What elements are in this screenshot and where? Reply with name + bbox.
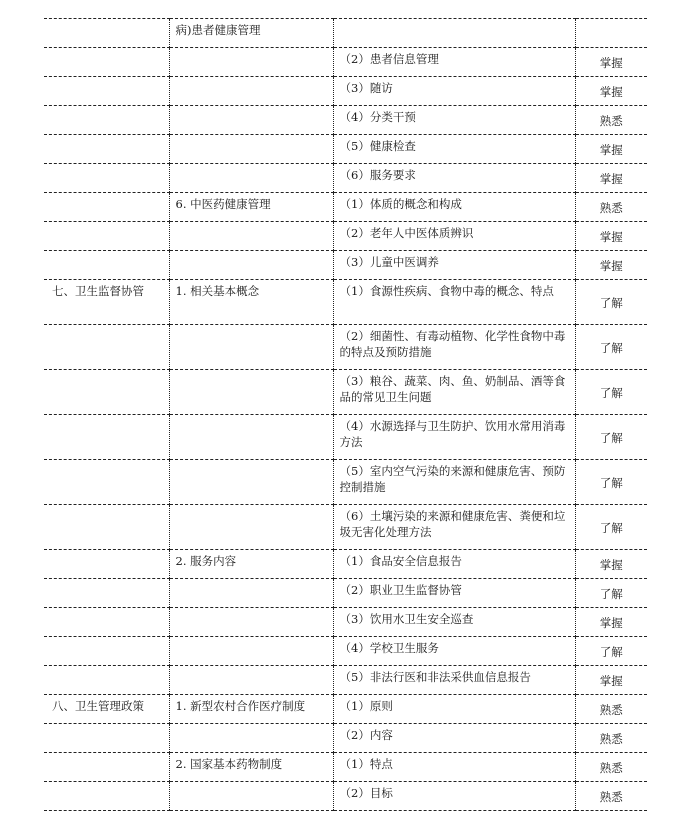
unit-cell <box>44 251 169 280</box>
unit-cell <box>44 753 169 782</box>
table-row <box>44 579 647 608</box>
table-row <box>44 164 647 193</box>
table-row <box>44 782 647 811</box>
topic-cell <box>169 164 333 193</box>
topic-cell <box>169 579 333 608</box>
topic-cell: 1. 新型农村合作医疗制度 <box>169 695 333 724</box>
item-cell: （1）原则 <box>333 695 575 724</box>
unit-cell <box>44 460 169 505</box>
requirement-cell: 掌握 <box>575 251 647 280</box>
item-cell: （5）室内空气污染的来源和健康危害、预防控制措施 <box>333 460 575 505</box>
requirement-cell: 熟悉 <box>575 782 647 811</box>
table-row <box>44 637 647 666</box>
unit-cell <box>44 19 169 48</box>
unit-cell <box>44 193 169 222</box>
table-row <box>44 106 647 135</box>
requirement-cell: 熟悉 <box>575 753 647 782</box>
item-cell: （6）服务要求 <box>333 164 575 193</box>
item-cell: （2）患者信息管理 <box>333 48 575 77</box>
unit-cell <box>44 106 169 135</box>
topic-cell <box>169 666 333 695</box>
topic-cell <box>169 782 333 811</box>
table-row <box>44 753 647 782</box>
item-cell: （2）目标 <box>333 782 575 811</box>
item-cell: （5）非法行医和非法采供血信息报告 <box>333 666 575 695</box>
item-cell: （5）健康检查 <box>333 135 575 164</box>
topic-cell <box>169 48 333 77</box>
unit-cell <box>44 666 169 695</box>
unit-cell <box>44 325 169 370</box>
requirement-cell: 掌握 <box>575 222 647 251</box>
requirement-cell: 掌握 <box>575 135 647 164</box>
table-row <box>44 222 647 251</box>
table-row <box>44 724 647 753</box>
requirement-cell: 掌握 <box>575 77 647 106</box>
requirement-cell <box>575 19 647 48</box>
item-cell: （3）随访 <box>333 77 575 106</box>
topic-cell <box>169 724 333 753</box>
unit-cell <box>44 724 169 753</box>
table-row <box>44 608 647 637</box>
unit-cell <box>44 222 169 251</box>
topic-cell <box>169 415 333 460</box>
table-row <box>44 325 647 370</box>
requirement-cell: 熟悉 <box>575 193 647 222</box>
table-row <box>44 550 647 579</box>
table-row <box>44 135 647 164</box>
unit-cell <box>44 415 169 460</box>
requirement-cell: 了解 <box>575 415 647 460</box>
item-cell: （3）粮谷、蔬菜、肉、鱼、奶制品、酒等食品的常见卫生问题 <box>333 370 575 415</box>
table-row <box>44 666 647 695</box>
requirement-cell: 熟悉 <box>575 724 647 753</box>
table-row <box>44 460 647 505</box>
table-row <box>44 415 647 460</box>
topic-cell <box>169 637 333 666</box>
topic-cell <box>169 505 333 550</box>
table-row <box>44 370 647 415</box>
unit-cell: 八、卫生管理政策 <box>44 695 169 724</box>
topic-cell <box>169 608 333 637</box>
item-cell: （2）细菌性、有毒动植物、化学性食物中毒的特点及预防措施 <box>333 325 575 370</box>
topic-cell <box>169 222 333 251</box>
requirement-cell: 掌握 <box>575 48 647 77</box>
topic-cell: 6. 中医药健康管理 <box>169 193 333 222</box>
item-cell: （3）饮用水卫生安全巡查 <box>333 608 575 637</box>
unit-cell <box>44 77 169 106</box>
item-cell: （4）水源选择与卫生防护、饮用水常用消毒方法 <box>333 415 575 460</box>
topic-cell <box>169 325 333 370</box>
item-cell: （1）体质的概念和构成 <box>333 193 575 222</box>
item-cell: （2）职业卫生监督协管 <box>333 579 575 608</box>
unit-cell <box>44 550 169 579</box>
item-cell <box>333 19 575 48</box>
table-row <box>44 505 647 550</box>
requirement-cell: 熟悉 <box>575 106 647 135</box>
unit-cell: 七、卫生监督协管 <box>44 280 169 325</box>
table-row <box>44 695 647 724</box>
unit-cell <box>44 505 169 550</box>
unit-cell <box>44 48 169 77</box>
requirement-cell: 了解 <box>575 637 647 666</box>
table-row <box>44 48 647 77</box>
item-cell: （4）学校卫生服务 <box>333 637 575 666</box>
item-cell: （1）食品安全信息报告 <box>333 550 575 579</box>
topic-cell: 2. 服务内容 <box>169 550 333 579</box>
topic-cell <box>169 251 333 280</box>
requirement-cell: 掌握 <box>575 666 647 695</box>
topic-cell: 2. 国家基本药物制度 <box>169 753 333 782</box>
syllabus-table <box>44 18 647 811</box>
topic-cell <box>169 460 333 505</box>
requirement-cell: 了解 <box>575 325 647 370</box>
requirement-cell: 掌握 <box>575 164 647 193</box>
table-row <box>44 19 647 48</box>
topic-cell: 病)患者健康管理 <box>169 19 333 48</box>
topic-cell <box>169 106 333 135</box>
requirement-cell: 熟悉 <box>575 695 647 724</box>
unit-cell <box>44 782 169 811</box>
topic-cell <box>169 77 333 106</box>
requirement-cell: 了解 <box>575 505 647 550</box>
topic-cell: 1. 相关基本概念 <box>169 280 333 325</box>
table-row <box>44 251 647 280</box>
requirement-cell: 了解 <box>575 280 647 325</box>
table-row <box>44 280 647 325</box>
unit-cell <box>44 135 169 164</box>
unit-cell <box>44 637 169 666</box>
unit-cell <box>44 164 169 193</box>
requirement-cell: 掌握 <box>575 608 647 637</box>
unit-cell <box>44 579 169 608</box>
requirement-cell: 了解 <box>575 460 647 505</box>
item-cell: （1）特点 <box>333 753 575 782</box>
table-row <box>44 193 647 222</box>
requirement-cell: 掌握 <box>575 550 647 579</box>
unit-cell <box>44 608 169 637</box>
item-cell: （3）儿童中医调养 <box>333 251 575 280</box>
item-cell: （4）分类干预 <box>333 106 575 135</box>
item-cell: （2）内容 <box>333 724 575 753</box>
unit-cell <box>44 370 169 415</box>
item-cell: （1）食源性疾病、食物中毒的概念、特点 <box>333 280 575 325</box>
topic-cell <box>169 370 333 415</box>
item-cell: （2）老年人中医体质辨识 <box>333 222 575 251</box>
table-row <box>44 77 647 106</box>
requirement-cell: 了解 <box>575 370 647 415</box>
topic-cell <box>169 135 333 164</box>
item-cell: （6）土壤污染的来源和健康危害、粪便和垃圾无害化处理方法 <box>333 505 575 550</box>
requirement-cell: 了解 <box>575 579 647 608</box>
